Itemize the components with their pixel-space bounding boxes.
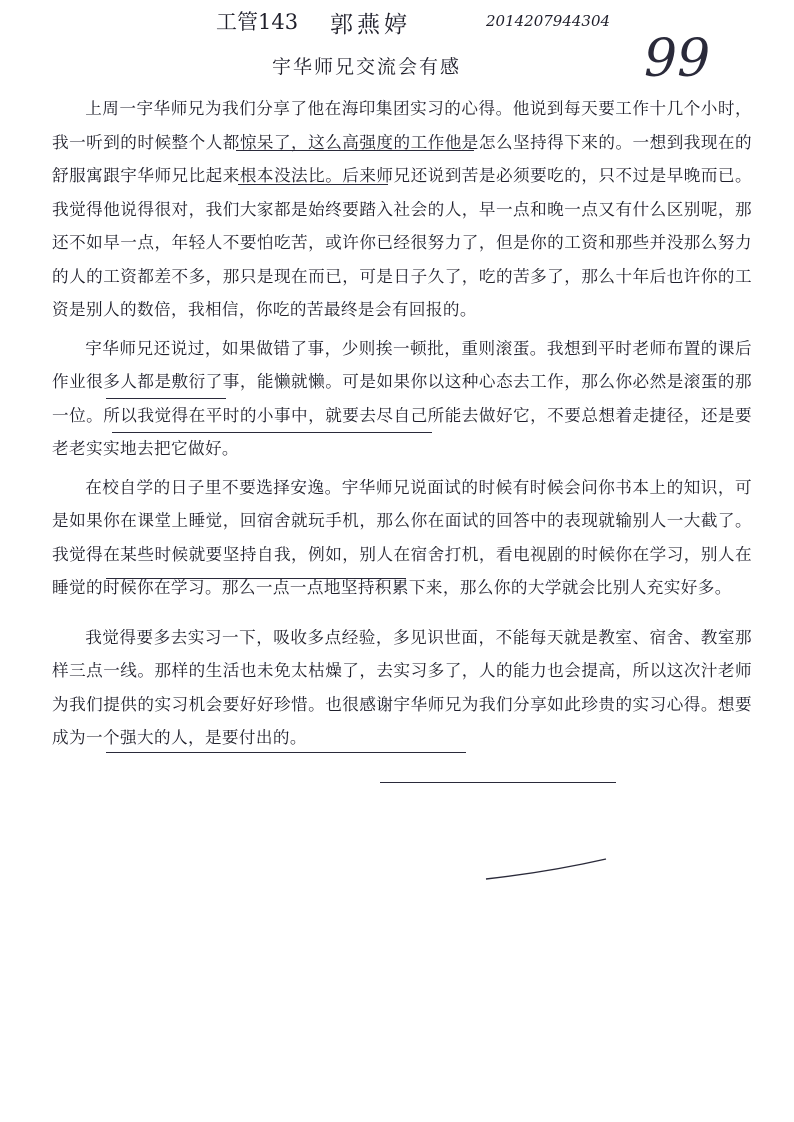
underline-mark: [236, 150, 474, 151]
underline-mark: [106, 398, 226, 399]
grade-score: 99: [644, 29, 711, 89]
essay-body: [52, 92, 752, 760]
paragraph-4: 我觉得要多去实习一下，吸收多点经验，多见识世面，不能每天就是教室、宿舍、教室那样三点一线。那样的生活也未免太枯燥了，去实习多了，人的能力也会提高，所以这次汁老师为我们提供的实习机会要好好珍惜。也很感谢宇华师兄为我们分享如此珍贵的实习心得。想要成为一个强大的人，是要付出的。: [52, 627, 752, 747]
student-id: 2014207944304: [486, 12, 611, 30]
paragraph-2: 宇华师兄还说过，如果做错了事，少则挨一顿批，重则滚蛋。我想到平时老师布置的课后作业很多人都是敷衍了事，能懒就懒。可是如果你以这种心态去工作，那么你必然是滚蛋的那一位。所以我觉得在平时的小事中，就要去尽自己所能去做好它，不要总想着走捷径，还是要老老实实地去把它做好。: [52, 338, 752, 458]
essay-title: 宇华师兄交流会有感: [272, 56, 462, 78]
underline-mark: [106, 752, 466, 753]
pen-stroke-mark: [482, 855, 612, 885]
underline-mark: [106, 578, 406, 579]
underline-mark: [112, 432, 432, 433]
student-name: 郭燕婷: [330, 12, 411, 38]
class-label: 工管143: [216, 10, 299, 34]
underline-mark: [380, 782, 616, 783]
paragraph-3: 在校自学的日子里不要选择安逸。宇华师兄说面试的时候有时候会问你书本上的知识，可是如果你在课堂上睡觉，回宿舍就玩手机，那么你在面试的回答中的表现就输别人一大截了。我觉得在某些时候就要坚持自我，例如，别人在宿舍打机，看电视剧的时候你在学习，别人在睡觉的时候你在学习。那么一点一点地坚持积累下来，那么你的大学就会比别人充实好多。: [52, 477, 752, 597]
underline-mark: [238, 184, 388, 185]
paragraph-1: 上周一宇华师兄为我们分享了他在海印集团实习的心得。他说到每天要工作十几个小时，我一听到的时候整个人都惊呆了，这么高强度的工作他是怎么坚持得下来的。一想到我现在的舒服寓跟宇华师兄比起来根本没法比。后来师兄还说到苦是必须要吃的，只不过是早晚而已。我觉得他说得很对，我们大家都是始终要踏入社会的人，早一点和晚一点又有什么区别呢，那还不如早一点，年轻人不要怕吃苦，或许你已经很努力了，但是你的工资和那些并没那么努力的人的工资都差不多，那只是现在而已，可是日子久了，吃的苦多了，那么十年后也许你的工资是别人的数倍，我相信，你吃的苦最终是会有回报的。: [52, 99, 752, 319]
